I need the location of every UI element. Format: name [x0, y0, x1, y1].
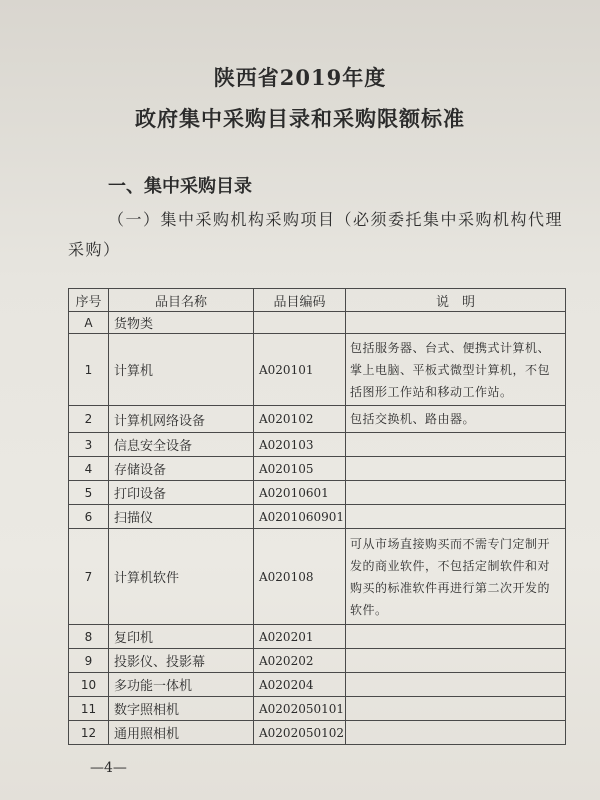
row-name: 计算机软件: [109, 529, 254, 625]
row-desc: [346, 481, 566, 505]
row-no: 2: [69, 406, 109, 433]
row-no: 1: [69, 334, 109, 406]
row-name: 通用照相机: [109, 721, 254, 745]
page-number: —4—: [90, 760, 127, 776]
row-name: 多功能一体机: [109, 673, 254, 697]
row-name: 数字照相机: [109, 697, 254, 721]
section-heading: 一、集中采购目录: [108, 176, 252, 197]
row-no: 6: [69, 505, 109, 529]
row-desc: [346, 673, 566, 697]
category-no: A: [69, 312, 109, 334]
row-name: 扫描仪: [109, 505, 254, 529]
subsection-text: （一）集中采购机构采购项目（必须委托集中采购机构代理采购）: [68, 210, 564, 259]
row-name: 复印机: [109, 625, 254, 649]
row-desc: [346, 505, 566, 529]
table-row: [69, 334, 566, 406]
header-desc: 说 明: [346, 289, 566, 312]
row-name: 投影仪、投影幕: [109, 649, 254, 673]
row-desc: [346, 697, 566, 721]
row-desc: [346, 649, 566, 673]
category-name: 货物类: [109, 312, 254, 334]
row-no: 8: [69, 625, 109, 649]
row-code: A020202: [254, 649, 346, 673]
procurement-table: [68, 288, 566, 745]
table-row: [69, 457, 566, 481]
document-title-line1: 陕西省2019年度: [213, 65, 387, 90]
row-code: A0202050101: [254, 697, 346, 721]
row-desc: 包括服务器、台式、便携式计算机、掌上电脑、平板式微型计算机，不包括图形工作站和移动工作站。: [346, 334, 566, 406]
row-code: A020108: [254, 529, 346, 625]
table-row: [69, 406, 566, 433]
table-row: [69, 721, 566, 745]
table-row: [69, 625, 566, 649]
row-code: A020105: [254, 457, 346, 481]
row-no: 11: [69, 697, 109, 721]
row-name: 信息安全设备: [109, 433, 254, 457]
table-row: [69, 697, 566, 721]
row-code: A02010601: [254, 481, 346, 505]
row-code: A020201: [254, 625, 346, 649]
row-code: A020204: [254, 673, 346, 697]
header-code: 品目编码: [254, 289, 346, 312]
row-code: A020103: [254, 433, 346, 457]
row-desc: [346, 625, 566, 649]
row-no: 10: [69, 673, 109, 697]
row-no: 5: [69, 481, 109, 505]
row-desc: 可从市场直接购买而不需专门定制开发的商业软件，不包括定制软件和对购买的标准软件再进行第二次开发的软件。: [346, 529, 566, 625]
table-row: [69, 673, 566, 697]
row-no: 12: [69, 721, 109, 745]
row-name: 存储设备: [109, 457, 254, 481]
row-desc: [346, 721, 566, 745]
row-code: A0201060901: [254, 505, 346, 529]
row-name: 打印设备: [109, 481, 254, 505]
row-code: A0202050102: [254, 721, 346, 745]
row-no: 9: [69, 649, 109, 673]
table-row: [69, 433, 566, 457]
table-header-row: [69, 289, 566, 312]
header-name: 品目名称: [109, 289, 254, 312]
document-title-line2: 政府集中采购目录和采购限额标准: [135, 106, 465, 131]
row-code: A020101: [254, 334, 346, 406]
header-no: 序号: [69, 289, 109, 312]
row-no: 7: [69, 529, 109, 625]
row-name: 计算机网络设备: [109, 406, 254, 433]
table-row: [69, 649, 566, 673]
row-desc: [346, 457, 566, 481]
table-row: [69, 481, 566, 505]
table-row: [69, 529, 566, 625]
row-desc: [346, 433, 566, 457]
category-row: [69, 312, 566, 334]
row-no: 4: [69, 457, 109, 481]
table-row: [69, 505, 566, 529]
row-code: A020102: [254, 406, 346, 433]
row-desc: 包括交换机、路由器。: [346, 406, 566, 433]
row-name: 计算机: [109, 334, 254, 406]
row-no: 3: [69, 433, 109, 457]
